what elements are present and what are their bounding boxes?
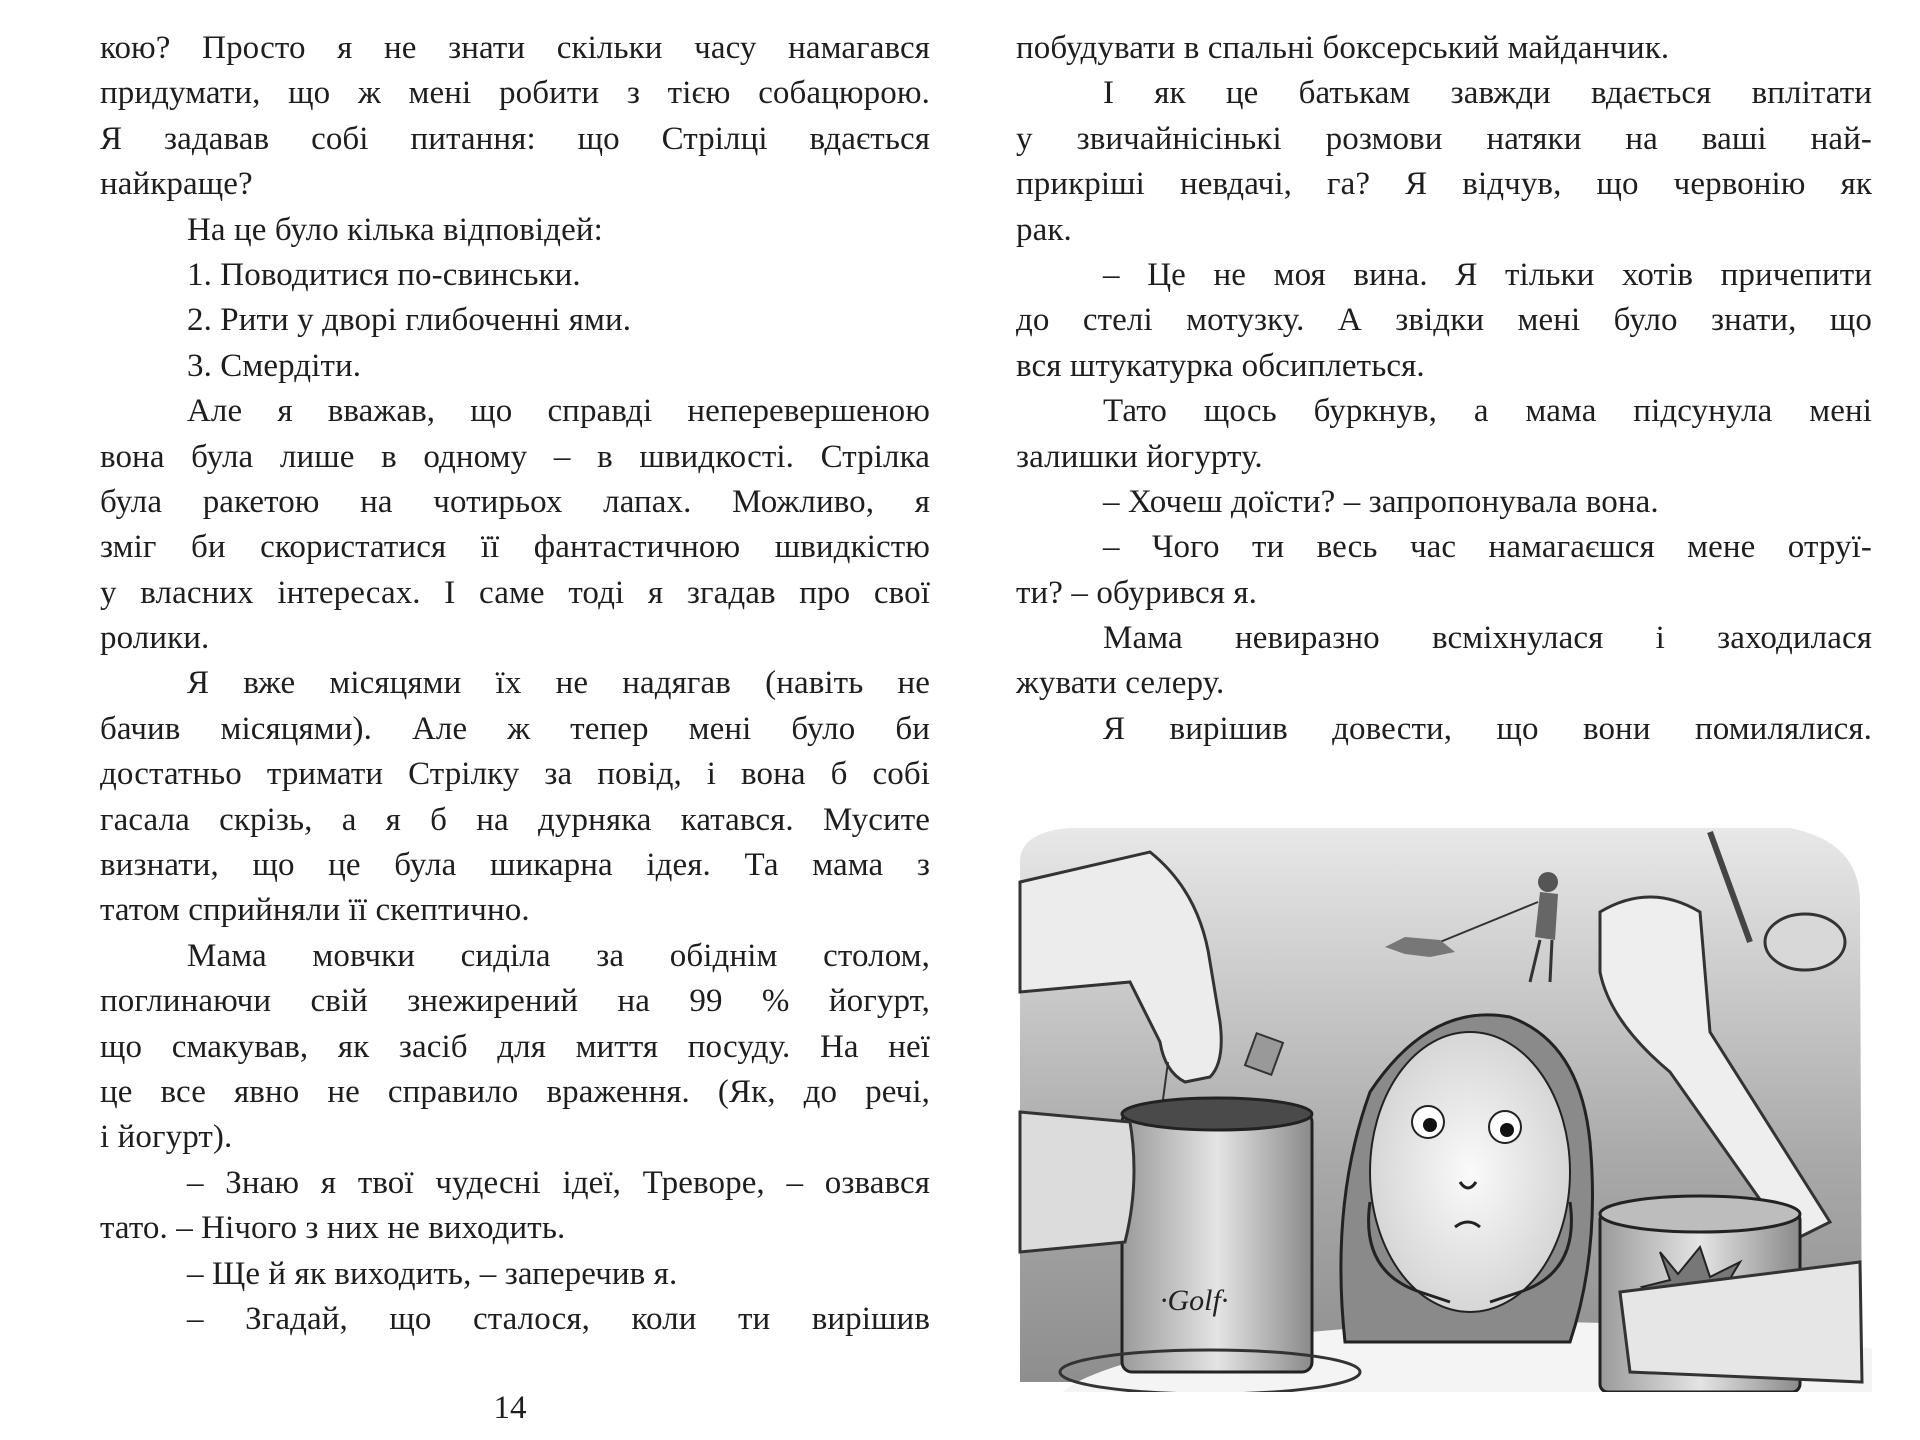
text-line: бачив місяцями). Але ж тепер мені було би [100, 710, 930, 747]
left-text-column [100, 26, 930, 1342]
page-number: 14 [493, 1390, 527, 1426]
text-line: до стелі мотузку. А звідки мені було знати, що [1016, 302, 1872, 339]
text-line: у власних інтересах. І саме тоді я згадав про свої [100, 574, 930, 611]
text-line: рак. [1016, 211, 1072, 248]
text-line: – Ще й як виходить, – заперечив я. [187, 1255, 678, 1292]
text-line: 3. Смердіти. [187, 347, 362, 384]
text-line: Мама невиразно всміхнулася і заходилася [1103, 620, 1872, 657]
text-line: Я задавав собі питання: що Стрілці вдається [100, 120, 930, 157]
svg-text:·Golf·: ·Golf· [1160, 1284, 1229, 1317]
text-line: І як це батькам завжди вдається вплітати [1103, 75, 1872, 112]
text-line: – Чого ти весь час намагаєшся мене отруї- [1103, 529, 1872, 566]
text-line: татом сприйняли її скептично. [100, 892, 530, 929]
text-line: Я вирішив довести, що вони помилялися. [1103, 710, 1872, 747]
text-line: придумати, що ж мені робити з тією собацюрою. [100, 75, 930, 112]
text-line: і йогурт). [100, 1119, 233, 1156]
text-line: 1. Поводитися по-свинськи. [187, 256, 581, 293]
text-line: визнати, що це була шикарна ідея. Та мама з [100, 847, 930, 884]
text-line: зміг би скористатися її фантастичною швидкістю [100, 529, 930, 566]
text-line: жувати селеру. [1016, 665, 1225, 702]
text-line: тато. – Нічого з них не виходить. [100, 1210, 566, 1247]
text-line: вона була лише в одному – в швидкості. Стрілка [100, 438, 930, 475]
right-text-column [1016, 26, 1872, 752]
text-line: вся штукатурка обсиплеться. [1016, 347, 1425, 384]
text-line: залишки йогурту. [1016, 438, 1263, 475]
text-line: Але я вважав, що справді неперевершеною [187, 393, 930, 430]
text-line: поглинаючи свій знежирений на 99 % йогурт, [100, 983, 930, 1020]
text-line: кою? Просто я не знати скільки часу намагався [100, 30, 930, 66]
text-line: Я вже місяцями їх не надягав (навіть не [187, 665, 930, 702]
text-line: достатньо тримати Стрілку за повід, і вона б собі [100, 756, 930, 793]
text-line: – Знаю я твої чудесні ідеї, Треворе, – озвався [187, 1164, 930, 1201]
text-line: гасала скрізь, а я б на дурняка катався. Мусите [100, 801, 930, 838]
text-line: побудувати в спальні боксерський майданчик. [1016, 30, 1670, 66]
text-line: це все явно не справило враження. (Як, до речі, [100, 1073, 930, 1110]
text-line: Тато щось буркнув, а мама підсунула мені [1103, 393, 1872, 430]
text-line: – Згадай, що сталося, коли ти вирішив [187, 1300, 930, 1337]
text-line: ролики. [100, 620, 210, 657]
text-line: 2. Рити у дворі глибоченні ями. [187, 302, 632, 339]
text-line: найкраще? [100, 166, 253, 203]
text-line: була ракетою на чотирьох лапах. Можливо, я [100, 483, 930, 520]
text-line: що смакував, як засіб для миття посуду. На неї [100, 1028, 930, 1065]
text-line: На це було кілька відповідей: [187, 211, 603, 248]
hand-holding-golf-can-icon [1020, 1112, 1134, 1252]
text-line: у звичайнісінькі розмови натяки на ваші най- [1016, 120, 1872, 157]
text-line: ти? – обурився я. [1016, 574, 1258, 611]
text-line: – Це не моя вина. Я тільки хотів причепити [1103, 256, 1872, 293]
text-line: прикріші невдачі, га? Я відчув, що червонію як [1016, 166, 1872, 203]
text-line: Мама мовчки сиділа за обіднім столом, [187, 937, 930, 974]
text-line: – Хочеш доїсти? – запропонувала вона. [1103, 483, 1659, 520]
book-illustration [1010, 822, 1872, 1392]
